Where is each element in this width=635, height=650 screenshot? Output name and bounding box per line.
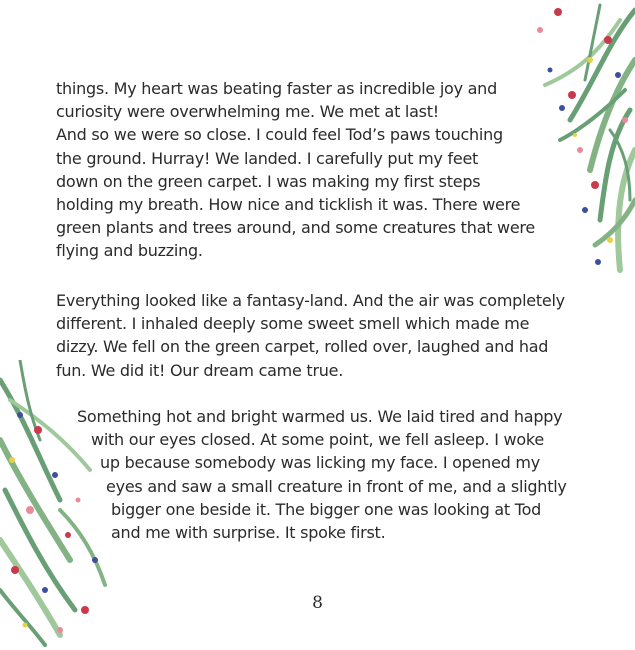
paragraph-line: and me with surprise. It spoke first.	[111, 523, 386, 543]
paragraph-line: the ground. Hurray! We landed. I carefully put my feet	[56, 148, 479, 168]
paragraph-line: things. My heart was beating faster as incredible joy and	[56, 79, 497, 98]
paragraph-line: down on the green carpet. I was making my first steps	[56, 171, 481, 191]
paragraph-line: green plants and trees around, and some creatures that were	[56, 218, 535, 238]
paragraph-line: And so we were so close. I could feel Tod’s paws touching	[56, 125, 503, 145]
paragraph-line: bigger one beside it. The bigger one was looking at Tod	[111, 499, 542, 519]
paragraph-line: holding my breath. How nice and ticklish it was. There were	[56, 195, 521, 215]
page-number: 8	[312, 593, 323, 613]
paragraph-line: dizzy. We fell on the green carpet, rolled over, laughed and had	[56, 337, 549, 357]
paragraph-line: Everything looked like a fantasy-land. And the air was completely	[56, 291, 565, 310]
paragraph-1	[56, 77, 535, 263]
paragraph-line: Something hot and bright warmed us. We laid tired and happy	[77, 407, 563, 426]
paragraph-line: flying and buzzing.	[56, 241, 203, 261]
paragraph-line: different. I inhaled deeply some sweet smell which made me	[56, 314, 530, 334]
paragraph-2	[56, 289, 565, 382]
paragraph-3	[0, 405, 567, 544]
paragraph-line: eyes and saw a small creature in front of me, and a slightly	[106, 476, 567, 496]
paragraph-line: fun. We did it! Our dream came true.	[56, 360, 344, 380]
paragraph-line: with our eyes closed. At some point, we fell asleep. I woke	[91, 430, 544, 450]
paragraph-line: curiosity were overwhelming me. We met at last!	[56, 102, 439, 122]
paragraph-line: up because somebody was licking my face. I opened my	[100, 453, 540, 473]
